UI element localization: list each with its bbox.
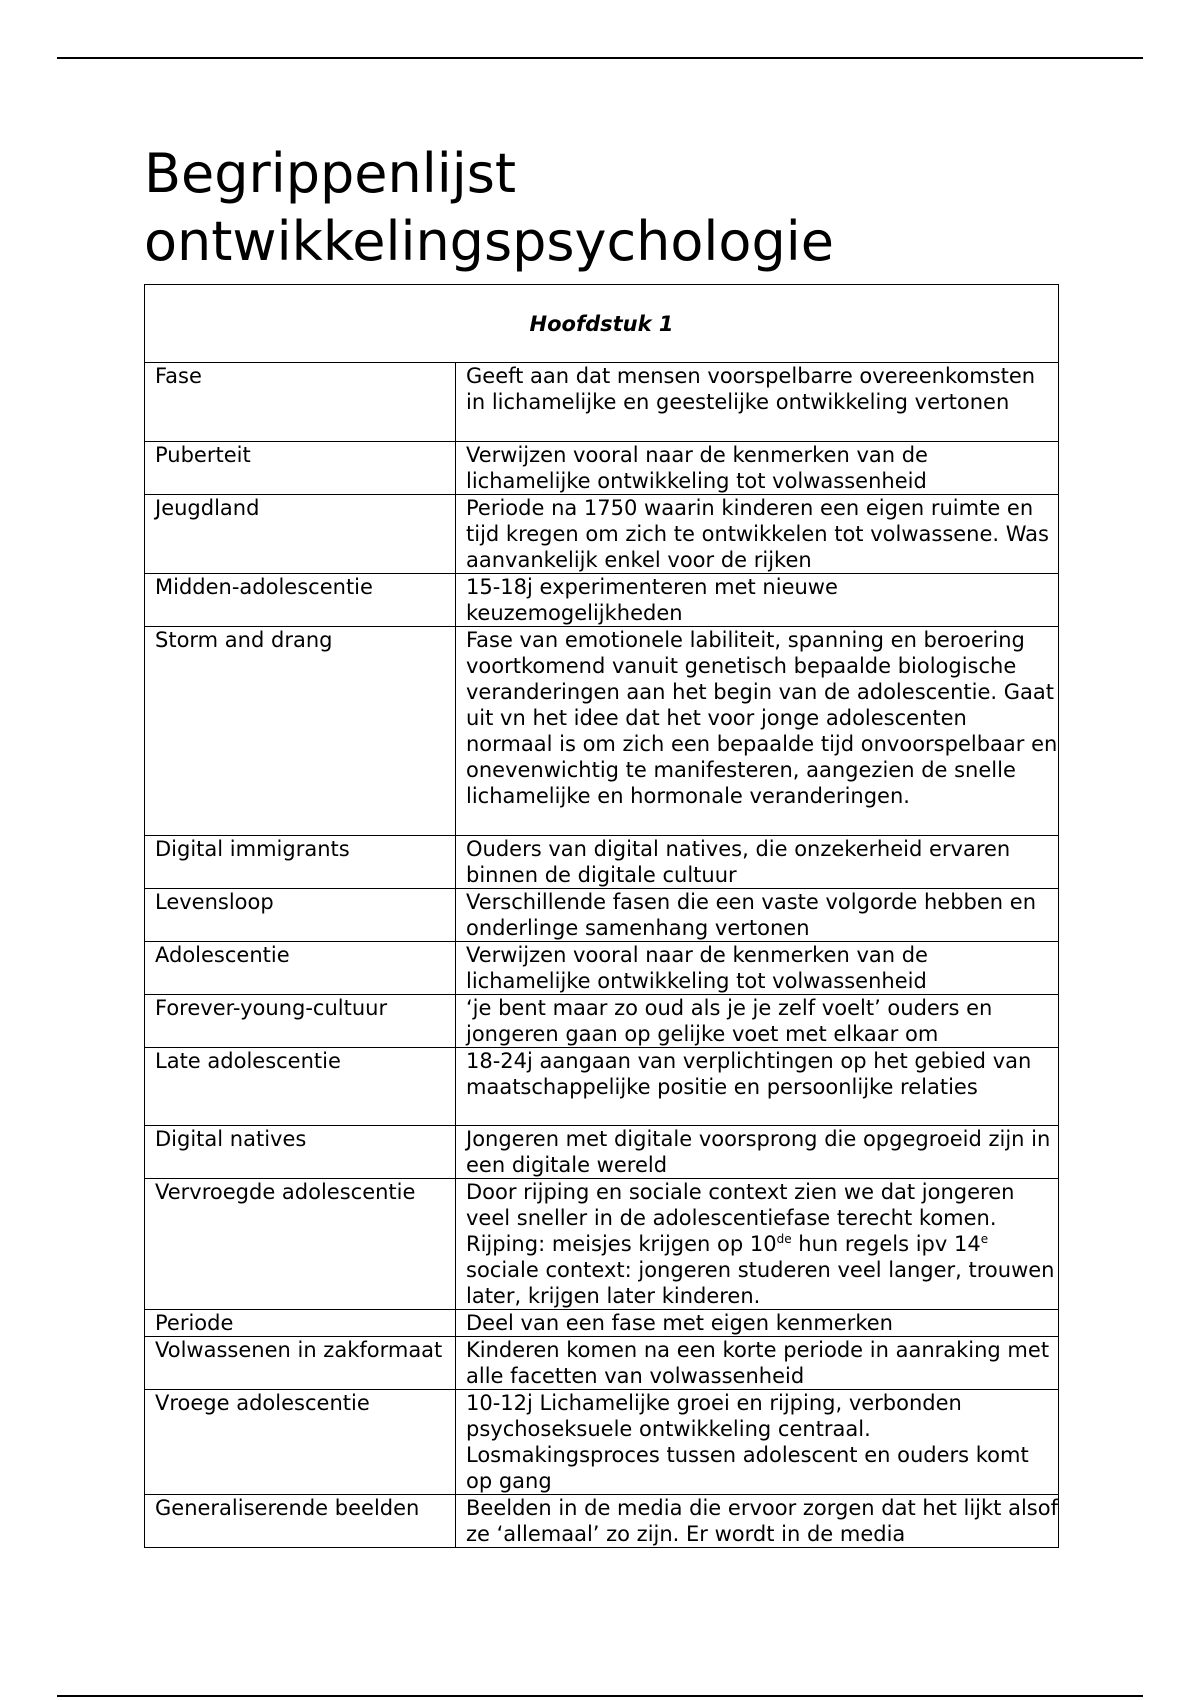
- superscript: de: [776, 1232, 792, 1246]
- term-cell: Jeugdland: [145, 495, 456, 574]
- definition-cell: Beelden in de media die ervoor zorgen dat het lijkt alsof ze ‘allemaal’ zo zijn. Er wordt in de media: [456, 1495, 1059, 1548]
- term-cell: Periode: [145, 1310, 456, 1337]
- term-cell: Forever-young-cultuur: [145, 995, 456, 1048]
- term-cell: Vroege adolescentie: [145, 1390, 456, 1495]
- table-row: [145, 627, 1059, 836]
- table-row: [145, 1337, 1059, 1390]
- definition-cell: Verwijzen vooral naar de kenmerken van de lichamelijke ontwikkeling tot volwassenheid: [456, 442, 1059, 495]
- term-cell: Adolescentie: [145, 942, 456, 995]
- superscript: e: [980, 1232, 989, 1246]
- table-row: [145, 1390, 1059, 1495]
- table-row: [145, 574, 1059, 627]
- term-cell: Fase: [145, 363, 456, 442]
- table-row: [145, 1048, 1059, 1126]
- term-cell: Digital immigrants: [145, 836, 456, 889]
- term-cell: Midden-adolescentie: [145, 574, 456, 627]
- glossary-table: [144, 284, 1059, 1548]
- definition-cell: ‘je bent maar zo oud als je je zelf voelt’ ouders en jongeren gaan op gelijke voet met elkaar om: [456, 995, 1059, 1048]
- table-row: [145, 1310, 1059, 1337]
- definition-text: sociale context: jongeren studeren veel langer, trouwen later, krijgen later kinderen.: [466, 1258, 1055, 1308]
- table-row: [145, 1495, 1059, 1548]
- chapter-heading: Hoofdstuk 1: [145, 285, 1059, 363]
- definition-cell: Verwijzen vooral naar de kenmerken van de lichamelijke ontwikkeling tot volwassenheid: [456, 942, 1059, 995]
- term-cell: Late adolescentie: [145, 1048, 456, 1126]
- definition-text: hun regels ipv 14: [791, 1232, 981, 1256]
- table-row: [145, 889, 1059, 942]
- term-cell: Volwassenen in zakformaat: [145, 1337, 456, 1390]
- term-cell: Vervroegde adolescentie: [145, 1179, 456, 1310]
- definition-cell: [456, 1179, 1059, 1310]
- definition-cell: Ouders van digital natives, die onzekerheid ervaren binnen de digitale cultuur: [456, 836, 1059, 889]
- definition-cell: 15-18j experimenteren met nieuwe keuzemogelijkheden: [456, 574, 1059, 627]
- definition-cell: Periode na 1750 waarin kinderen een eigen ruimte en tijd kregen om zich te ontwikkelen tot volwassene. Was aanvankelijk enkel voor de rijken: [456, 495, 1059, 574]
- definition-cell: 18-24j aangaan van verplichtingen op het gebied van maatschappelijke positie en persoonlijke relaties: [456, 1048, 1059, 1126]
- term-cell: Levensloop: [145, 889, 456, 942]
- table-row: [145, 1179, 1059, 1310]
- table-row: [145, 495, 1059, 574]
- definition-cell: Fase van emotionele labiliteit, spanning en beroering voortkomend vanuit genetisch bepaalde biologische veranderingen aan het begin van de adolescentie. Gaat uit vn het idee dat het voor jonge adolescenten normaal is om zich een bepaalde tijd onvoorspelbaar en onevenwichtig te manifesteren, aangezien de snelle lichamelijke en hormonale veranderingen.: [456, 627, 1059, 836]
- term-cell: Puberteit: [145, 442, 456, 495]
- bottom-rule: [57, 1695, 1143, 1697]
- definition-cell: Deel van een fase met eigen kenmerken: [456, 1310, 1059, 1337]
- definition-cell: Jongeren met digitale voorsprong die opgegroeid zijn in een digitale wereld: [456, 1126, 1059, 1179]
- definition-cell: 10-12j Lichamelijke groei en rijping, verbonden psychoseksuele ontwikkeling centraal. Losmakingsproces tussen adolescent en ouders komt op gang: [456, 1390, 1059, 1495]
- table-row: [145, 1126, 1059, 1179]
- table-row: [145, 995, 1059, 1048]
- term-cell: Digital natives: [145, 1126, 456, 1179]
- top-rule: [57, 57, 1143, 59]
- table-row: [145, 942, 1059, 995]
- table-row: [145, 442, 1059, 495]
- table-row: [145, 363, 1059, 442]
- definition-cell: Kinderen komen na een korte periode in aanraking met alle facetten van volwassenheid: [456, 1337, 1059, 1390]
- table-row: [145, 836, 1059, 889]
- document-title: Begrippenlijst ontwikkelingspsychologie: [144, 142, 834, 273]
- definition-cell: Verschillende fasen die een vaste volgorde hebben en onderlinge samenhang vertonen: [456, 889, 1059, 942]
- term-cell: Generaliserende beelden: [145, 1495, 456, 1548]
- definition-cell: Geeft aan dat mensen voorspelbarre overeenkomsten in lichamelijke en geestelijke ontwikkeling vertonen: [456, 363, 1059, 442]
- term-cell: Storm and drang: [145, 627, 456, 836]
- definition-text: Door rijping en sociale context zien we dat jongeren veel sneller in de adolescentiefase terecht komen. Rijping: meisjes krijgen op 10: [466, 1180, 1015, 1256]
